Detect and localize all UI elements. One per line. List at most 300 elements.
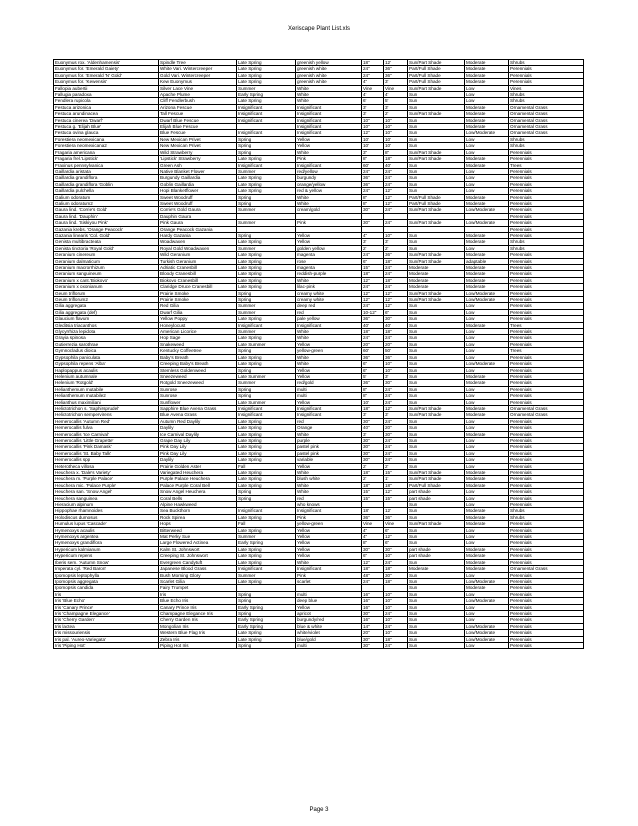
cell-height: 8" bbox=[362, 540, 384, 546]
cell-plant-type: Perennials bbox=[509, 361, 584, 367]
cell-bloom-time: Late Spring bbox=[237, 188, 296, 194]
cell-common-name: Palace Purple Coral Bell bbox=[159, 482, 237, 488]
cell-height: 8" bbox=[362, 194, 384, 200]
cell-bloom-time: Late Spring bbox=[237, 265, 296, 271]
cell-water-needs: Low bbox=[465, 329, 509, 335]
cell-width: 24" bbox=[384, 271, 408, 277]
cell-bloom-time: Summer bbox=[237, 572, 296, 578]
cell-exposure: Sun bbox=[408, 329, 465, 335]
cell-bloom-time: Late Spring bbox=[237, 546, 296, 552]
cell-width: 10" bbox=[384, 630, 408, 636]
cell-common-name: Mongolian Iris bbox=[159, 623, 237, 629]
cell-flower-color: creamy white bbox=[296, 290, 362, 296]
cell-botanical-name: Gazania linearis 'Col. Gold' bbox=[54, 232, 159, 238]
cell-bloom-time: Late Spring bbox=[237, 354, 296, 360]
cell-height: 3' bbox=[362, 239, 384, 245]
cell-exposure: Sun bbox=[408, 598, 465, 604]
cell-width: 40' bbox=[384, 322, 408, 328]
cell-water-needs: Moderate bbox=[465, 104, 509, 110]
cell-bloom-time: Late Summer bbox=[237, 341, 296, 347]
cell-bloom-time: Spring bbox=[237, 149, 296, 155]
cell-flower-color: white/violet bbox=[296, 630, 362, 636]
cell-width: 10" bbox=[384, 591, 408, 597]
cell-exposure: Sun/Part Shade bbox=[408, 297, 465, 303]
cell-common-name: Purple Palace Heuchera bbox=[159, 476, 237, 482]
cell-exposure: Sun/Part Shade bbox=[408, 60, 465, 66]
cell-bloom-time: Late Spring bbox=[237, 156, 296, 162]
cell-botanical-name: Iris 'Canary Prince' bbox=[54, 604, 159, 610]
cell-height: 24" bbox=[362, 303, 384, 309]
cell-bloom-time: Summer bbox=[237, 329, 296, 335]
cell-bloom-time: Spring bbox=[237, 610, 296, 616]
cell-common-name: New Mexican Privet bbox=[159, 143, 237, 149]
cell-water-needs: Low bbox=[465, 463, 509, 469]
cell-exposure: Sun/Part Shade bbox=[408, 412, 465, 418]
cell-flower-color: rose bbox=[296, 258, 362, 264]
cell-bloom-time: Late Spring bbox=[237, 252, 296, 258]
cell-plant-type: Perennials bbox=[509, 418, 584, 424]
cell-common-name: Spindle Tree bbox=[159, 60, 237, 66]
cell-common-name: Gold Vari. Wintercreeper bbox=[159, 72, 237, 78]
cell-exposure: Sun bbox=[408, 636, 465, 642]
cell-botanical-name: Gaillardia aristata bbox=[54, 168, 159, 174]
cell-plant-type: Perennials bbox=[509, 546, 584, 552]
cell-common-name: 'Lipstick' Strawberry bbox=[159, 156, 237, 162]
cell-bloom-time: Spring bbox=[237, 200, 296, 206]
cell-water-needs: Moderate bbox=[465, 117, 509, 123]
cell-water-needs: Moderate bbox=[465, 194, 509, 200]
cell-flower-color: White bbox=[296, 277, 362, 283]
cell-width: 4' bbox=[384, 92, 408, 98]
cell-plant-type: Perennials bbox=[509, 367, 584, 373]
cell-plant-type: Perennials bbox=[509, 380, 584, 386]
cell-plant-type: Trees bbox=[509, 348, 584, 354]
cell-width: 3' bbox=[384, 239, 408, 245]
cell-exposure: Sun/Part Shade bbox=[408, 470, 465, 476]
cell-water-needs: Low bbox=[465, 143, 509, 149]
cell-water-needs: Low/Moderate bbox=[465, 598, 509, 604]
cell-bloom-time: Late Spring bbox=[237, 630, 296, 636]
cell-common-name: Red Gilia bbox=[159, 303, 237, 309]
cell-plant-type: Perennials bbox=[509, 329, 584, 335]
cell-plant-type: Perennials bbox=[509, 303, 584, 309]
cell-width: 10" bbox=[384, 617, 408, 623]
cell-height: 16" bbox=[362, 591, 384, 597]
cell-bloom-time: Spring bbox=[237, 489, 296, 495]
cell-common-name: Creeping St. Johnswort bbox=[159, 553, 237, 559]
cell-plant-type: Perennials bbox=[509, 309, 584, 315]
cell-water-needs: Low bbox=[465, 136, 509, 142]
cell-exposure: Moderate bbox=[408, 566, 465, 572]
cell-height: 6' bbox=[362, 98, 384, 104]
cell-height: 4' bbox=[362, 92, 384, 98]
cell-common-name: Orange Peacock Gazania bbox=[159, 226, 237, 232]
cell-botanical-name: Ipomopsis aggregata bbox=[54, 578, 159, 584]
cell-common-name: Large Flowered Actinea bbox=[159, 540, 237, 546]
cell-exposure: Sun bbox=[408, 450, 465, 456]
cell-width: 24" bbox=[384, 457, 408, 463]
cell-height: 60' bbox=[362, 162, 384, 168]
cell-common-name: Blue Avena Grass bbox=[159, 412, 237, 418]
cell-plant-type: Shrubs bbox=[509, 60, 584, 66]
cell-width: 30" bbox=[384, 431, 408, 437]
cell-exposure: Sun/Part Shade bbox=[408, 290, 465, 296]
cell-exposure: Sun bbox=[408, 380, 465, 386]
cell-botanical-name: Fallopia aubertii bbox=[54, 85, 159, 91]
cell-bloom-time: Late Spring bbox=[237, 476, 296, 482]
cell-flower-color: Yellow bbox=[296, 341, 362, 347]
cell-exposure: Sun/Part Shade bbox=[408, 156, 465, 162]
cell-exposure: part shade bbox=[408, 546, 465, 552]
cell-width: 1' bbox=[384, 476, 408, 482]
cell-plant-type: Shrubs bbox=[509, 136, 584, 142]
cell-height: 30" bbox=[362, 437, 384, 443]
cell-exposure: Sun bbox=[408, 623, 465, 629]
cell-water-needs: Moderate bbox=[465, 66, 509, 72]
cell-plant-type: Perennials bbox=[509, 470, 584, 476]
cell-flower-color: pastel pink bbox=[296, 444, 362, 450]
cell-botanical-name: Genista multibracteata bbox=[54, 239, 159, 245]
cell-botanical-name: Fendlera rupicola bbox=[54, 98, 159, 104]
cell-height: 10-12" bbox=[362, 309, 384, 315]
cell-bloom-time: Spring bbox=[237, 598, 296, 604]
cell-width: 18" bbox=[384, 482, 408, 488]
cell-plant-type: Perennials bbox=[509, 213, 584, 219]
cell-flower-color: multi bbox=[296, 591, 362, 597]
cell-height: 24" bbox=[362, 168, 384, 174]
cell-common-name: Ice Carnival Daylily bbox=[159, 431, 237, 437]
cell-botanical-name: Euonymus for. 'Emerald 'N' Gold' bbox=[54, 72, 159, 78]
cell-water-needs: Moderate bbox=[465, 380, 509, 386]
cell-water-needs: Moderate bbox=[465, 162, 509, 168]
cell-flower-color: variable bbox=[296, 457, 362, 463]
cell-exposure: Sun bbox=[408, 181, 465, 187]
cell-plant-type: Vines bbox=[509, 85, 584, 91]
cell-height: 4" bbox=[362, 79, 384, 85]
cell-flower-color: White bbox=[296, 361, 362, 367]
cell-bloom-time: Spring bbox=[237, 297, 296, 303]
cell-bloom-time: Early Spring bbox=[237, 623, 296, 629]
cell-common-name: Hops bbox=[159, 521, 237, 527]
cell-water-needs: Low bbox=[465, 316, 509, 322]
cell-flower-color: Pink bbox=[296, 514, 362, 520]
cell-flower-color: multi bbox=[296, 386, 362, 392]
cell-common-name: Biokovo Cranesbill bbox=[159, 277, 237, 283]
cell-exposure: Sun bbox=[408, 534, 465, 540]
cell-width: 40' bbox=[384, 162, 408, 168]
cell-botanical-name: Helianthemum mutabile bbox=[54, 386, 159, 392]
cell-bloom-time: Summer bbox=[237, 85, 296, 91]
cell-height: 15" bbox=[362, 495, 384, 501]
cell-height: 30" bbox=[362, 418, 384, 424]
cell-width: Vine bbox=[384, 521, 408, 527]
cell-height: 5' bbox=[362, 373, 384, 379]
cell-height: 6" bbox=[362, 258, 384, 264]
cell-bloom-time: Late Spring bbox=[237, 431, 296, 437]
cell-flower-color: White bbox=[296, 489, 362, 495]
cell-flower-color: Yellow bbox=[296, 534, 362, 540]
cell-botanical-name: Gaura lind. 'Dauphin' bbox=[54, 213, 159, 219]
cell-bloom-time: Late Spring bbox=[237, 578, 296, 584]
cell-common-name: Prairie Smoke bbox=[159, 290, 237, 296]
cell-common-name: Pink Day Lily bbox=[159, 450, 237, 456]
cell-flower-color: Yellow bbox=[296, 463, 362, 469]
cell-botanical-name: Fraxinus pennsylvanica bbox=[54, 162, 159, 168]
cell-common-name: Prairie Golden Aster bbox=[159, 463, 237, 469]
cell-bloom-time: Summer bbox=[237, 245, 296, 251]
cell-water-needs: Moderate bbox=[465, 200, 509, 206]
cell-width: 24" bbox=[384, 642, 408, 648]
cell-height: 8" bbox=[362, 200, 384, 206]
cell-height: 10' bbox=[362, 136, 384, 142]
cell-botanical-name: Iris 'Champagne Elegance' bbox=[54, 610, 159, 616]
cell-height: 36" bbox=[362, 514, 384, 520]
cell-flower-color: red bbox=[296, 495, 362, 501]
cell-water-needs: Moderate bbox=[465, 322, 509, 328]
cell-common-name: American Licorice bbox=[159, 329, 237, 335]
cell-botanical-name: Hemerocallis 'St. Baby Talk' bbox=[54, 450, 159, 456]
cell-bloom-time: Summer bbox=[237, 534, 296, 540]
cell-plant-type: Perennials bbox=[509, 354, 584, 360]
cell-height: 30" bbox=[362, 444, 384, 450]
cell-height: 30" bbox=[362, 642, 384, 648]
cell-width: 10' bbox=[384, 143, 408, 149]
cell-common-name: Blue Echo Iris bbox=[159, 598, 237, 604]
cell-exposure: Part/Full Shade bbox=[408, 79, 465, 85]
cell-plant-type: Perennials bbox=[509, 572, 584, 578]
cell-water-needs: Low/Moderate bbox=[465, 623, 509, 629]
cell-common-name: Rock Spirea bbox=[159, 514, 237, 520]
cell-botanical-name: Geranium x cant.'Biokovo' bbox=[54, 277, 159, 283]
cell-plant-type: Perennials bbox=[509, 431, 584, 437]
cell-plant-type: Ornamental Grass bbox=[509, 124, 584, 130]
cell-common-name: Zebra Iris bbox=[159, 636, 237, 642]
cell-botanical-name: Iris missouriensis bbox=[54, 630, 159, 636]
cell-water-needs: Low bbox=[465, 181, 509, 187]
cell-botanical-name: Festuca cinerea 'Dwarf' bbox=[54, 117, 159, 123]
cell-exposure: Moderate bbox=[408, 284, 465, 290]
cell-flower-color: White bbox=[296, 92, 362, 98]
cell-exposure: Sun bbox=[408, 418, 465, 424]
cell-width: 3' bbox=[384, 373, 408, 379]
cell-botanical-name: Heuchera x. 'Dale's Variety' bbox=[54, 470, 159, 476]
cell-water-needs: Low bbox=[465, 610, 509, 616]
cell-width: 24" bbox=[384, 559, 408, 565]
cell-exposure: Sun bbox=[408, 457, 465, 463]
cell-exposure: Sun bbox=[408, 136, 465, 142]
cell-botanical-name: Hypericum repens bbox=[54, 553, 159, 559]
cell-botanical-name: Heuchera sanguinea bbox=[54, 495, 159, 501]
cell-plant-type: Perennials bbox=[509, 617, 584, 623]
cell-botanical-name: Gilia aggregata (def) bbox=[54, 309, 159, 315]
cell-common-name: Baby's Breath bbox=[159, 354, 237, 360]
cell-height: 36" bbox=[362, 181, 384, 187]
table-row bbox=[54, 642, 584, 648]
cell-width: 24" bbox=[384, 444, 408, 450]
cell-botanical-name: Hemerocallis 'Little Grapette' bbox=[54, 437, 159, 443]
cell-width: 12" bbox=[384, 290, 408, 296]
cell-bloom-time: Late Spring bbox=[237, 284, 296, 290]
cell-plant-type: Ornamental Grass bbox=[509, 111, 584, 117]
cell-height: 10' bbox=[362, 143, 384, 149]
cell-exposure: Part/Full Shade bbox=[408, 194, 465, 200]
cell-plant-type: Ornamental Grass bbox=[509, 405, 584, 411]
cell-height: 36" bbox=[362, 380, 384, 386]
cell-water-needs: Low/Moderate bbox=[465, 630, 509, 636]
cell-width: 12" bbox=[384, 489, 408, 495]
cell-common-name: Yellow Poppy bbox=[159, 316, 237, 322]
cell-water-needs: Low bbox=[465, 495, 509, 501]
cell-exposure: Sun bbox=[408, 578, 465, 584]
cell-common-name: Silver Lace Vine bbox=[159, 85, 237, 91]
cell-width: 5' bbox=[384, 98, 408, 104]
cell-width: 18" bbox=[384, 578, 408, 584]
cell-plant-type: Perennials bbox=[509, 156, 584, 162]
cell-water-needs: Moderate bbox=[465, 470, 509, 476]
cell-bloom-time: Late Spring bbox=[237, 181, 296, 187]
cell-plant-type: Perennials bbox=[509, 181, 584, 187]
cell-width: 18" bbox=[384, 566, 408, 572]
cell-common-name: New Mexican Privet bbox=[159, 136, 237, 142]
cell-plant-type: Perennials bbox=[509, 72, 584, 78]
cell-width: 6" bbox=[384, 527, 408, 533]
cell-botanical-name: Holodiscus dumosus bbox=[54, 514, 159, 520]
cell-plant-type: Perennials bbox=[509, 386, 584, 392]
cell-height: 16" bbox=[362, 617, 384, 623]
cell-water-needs: Low bbox=[465, 604, 509, 610]
cell-flower-color: greenish white bbox=[296, 72, 362, 78]
cell-width: 12' bbox=[384, 60, 408, 66]
cell-exposure: Sun bbox=[408, 367, 465, 373]
cell-bloom-time: Late Spring bbox=[237, 514, 296, 520]
cell-bloom-time: Late Spring bbox=[237, 316, 296, 322]
cell-flower-color: White bbox=[296, 470, 362, 476]
cell-flower-color: apricot bbox=[296, 610, 362, 616]
cell-exposure: Sun bbox=[408, 143, 465, 149]
cell-flower-color: red bbox=[296, 418, 362, 424]
cell-exposure: Sun bbox=[408, 245, 465, 251]
cell-water-needs: Low bbox=[465, 457, 509, 463]
cell-common-name: Wild Geranium bbox=[159, 252, 237, 258]
cell-width: 10" bbox=[384, 124, 408, 130]
cell-height: 18" bbox=[362, 566, 384, 572]
cell-flower-color: White bbox=[296, 354, 362, 360]
cell-exposure: Sun/Part Shade bbox=[408, 149, 465, 155]
cell-exposure: Moderate bbox=[408, 265, 465, 271]
cell-common-name: Dwarf Blue Fescue bbox=[159, 117, 237, 123]
cell-exposure: Sun bbox=[408, 104, 465, 110]
cell-botanical-name: Gypsophila paniculata bbox=[54, 354, 159, 360]
cell-bloom-time: Late Spring bbox=[237, 66, 296, 72]
cell-botanical-name: Glaucium flavum bbox=[54, 316, 159, 322]
cell-water-needs: Low bbox=[465, 418, 509, 424]
cell-water-needs: Moderate bbox=[465, 553, 509, 559]
cell-flower-color: Yellow bbox=[296, 527, 362, 533]
cell-botanical-name: Geranium dalmaticum bbox=[54, 258, 159, 264]
cell-flower-color: pastel pink bbox=[296, 450, 362, 456]
cell-water-needs: adaptable bbox=[465, 258, 509, 264]
cell-exposure: Sun bbox=[408, 425, 465, 431]
cell-width: 3' bbox=[384, 79, 408, 85]
cell-plant-type: Shrubs bbox=[509, 98, 584, 104]
cell-bloom-time: Late Spring bbox=[237, 175, 296, 181]
cell-width: 24" bbox=[384, 437, 408, 443]
cell-common-name: Alpine Hawkweed bbox=[159, 502, 237, 508]
cell-flower-color: yellow-green bbox=[296, 348, 362, 354]
cell-bloom-time: Late Spring bbox=[237, 72, 296, 78]
cell-common-name: Prairie Smoke bbox=[159, 297, 237, 303]
cell-height: Vine bbox=[362, 85, 384, 91]
cell-common-name: Iris bbox=[159, 591, 237, 597]
cell-water-needs: Low bbox=[465, 367, 509, 373]
cell-botanical-name: Euonymus for. 'Emerald Gaiety' bbox=[54, 66, 159, 72]
cell-plant-type: Perennials bbox=[509, 502, 584, 508]
cell-common-name: Canary Prince Iris bbox=[159, 604, 237, 610]
cell-height: 14" bbox=[362, 623, 384, 629]
cell-height: 6" bbox=[362, 367, 384, 373]
cell-height: 30" bbox=[362, 636, 384, 642]
cell-flower-color: Orange bbox=[296, 425, 362, 431]
cell-height: 2' bbox=[362, 463, 384, 469]
cell-botanical-name: Imperata cyl. 'Red Baron' bbox=[54, 566, 159, 572]
cell-botanical-name: Grayia spinosa bbox=[54, 335, 159, 341]
cell-width: 36" bbox=[384, 252, 408, 258]
cell-botanical-name: Gaura lind. 'Corrie's Gold' bbox=[54, 207, 159, 213]
cell-plant-type: Perennials bbox=[509, 630, 584, 636]
cell-water-needs: Low bbox=[465, 450, 509, 456]
cell-common-name: Sunrose bbox=[159, 386, 237, 392]
cell-flower-color: White bbox=[296, 482, 362, 488]
cell-height: 48" bbox=[362, 572, 384, 578]
cell-plant-type: Perennials bbox=[509, 540, 584, 546]
cell-width: 24" bbox=[384, 220, 408, 226]
cell-plant-type: Perennials bbox=[509, 642, 584, 648]
cell-exposure: Sun bbox=[408, 585, 465, 591]
cell-width: 24" bbox=[384, 168, 408, 174]
cell-plant-type: Ornamental Grass bbox=[509, 566, 584, 572]
cell-botanical-name: Festuca g. 'Elijah Blue' bbox=[54, 124, 159, 130]
cell-plant-type: Perennials bbox=[509, 534, 584, 540]
cell-bloom-time: Summer bbox=[237, 220, 296, 226]
cell-height: 30" bbox=[362, 220, 384, 226]
cell-width: 12" bbox=[384, 303, 408, 309]
cell-botanical-name: Geranium cinereum bbox=[54, 252, 159, 258]
cell-exposure: Sun bbox=[408, 610, 465, 616]
cell-botanical-name: Iberis sem. 'Autumn Snow' bbox=[54, 559, 159, 565]
cell-height: 24" bbox=[362, 188, 384, 194]
cell-common-name: Goblin Gaillardia bbox=[159, 181, 237, 187]
cell-height: 12" bbox=[362, 290, 384, 296]
cell-bloom-time: Late Spring bbox=[237, 636, 296, 642]
cell-flower-color: Insignificant bbox=[296, 412, 362, 418]
cell-height: 24" bbox=[362, 252, 384, 258]
cell-common-name: White Vari. Wintercreeper bbox=[159, 66, 237, 72]
cell-width: 18" bbox=[384, 277, 408, 283]
cell-common-name: Dwarf Gilia bbox=[159, 309, 237, 315]
cell-width: 10" bbox=[384, 117, 408, 123]
cell-width: 10" bbox=[384, 130, 408, 136]
cell-common-name: Grape Day Lily bbox=[159, 437, 237, 443]
cell-exposure: Sun bbox=[408, 386, 465, 392]
cell-water-needs: Moderate bbox=[465, 521, 509, 527]
cell-bloom-time: Early Spring bbox=[237, 92, 296, 98]
cell-exposure: Sun bbox=[408, 431, 465, 437]
cell-common-name: Pink Day Lily bbox=[159, 444, 237, 450]
cell-botanical-name: Iris 'Piping Hot' bbox=[54, 642, 159, 648]
cell-common-name: Blue Fescue bbox=[159, 130, 237, 136]
cell-width: 18" bbox=[384, 329, 408, 335]
cell-exposure: Sun bbox=[408, 98, 465, 104]
